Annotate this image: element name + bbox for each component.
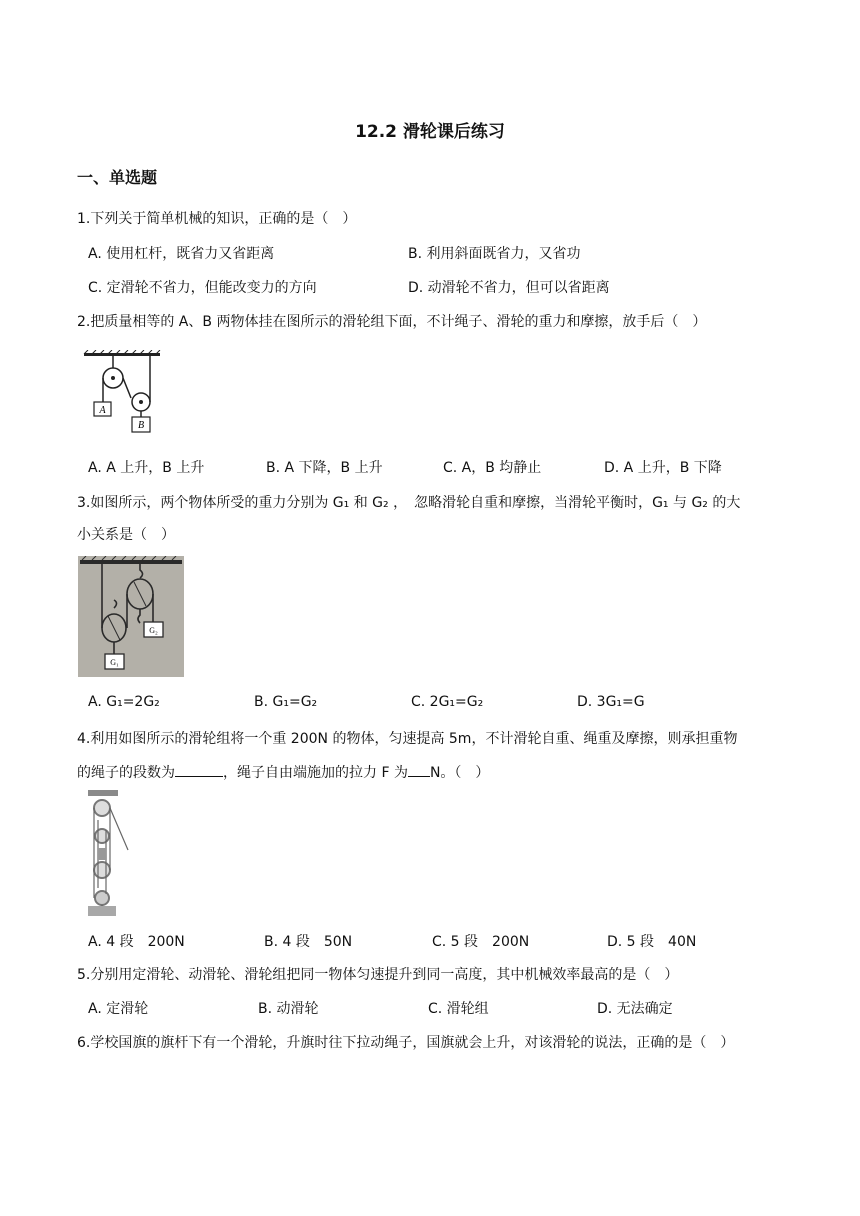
question-4-stem-line-1: 4.利用如图所示的滑轮组将一个重 200N 的物体，匀速提高 5m，不计滑轮自重、绳重及摩擦，则承担重物 <box>77 731 738 747</box>
question-3-option-b: B. G₁=G₂ <box>254 694 318 710</box>
question-1-option-b: B. 利用斜面既省力，又省功 <box>408 246 581 262</box>
question-5-stem: 5.分别用定滑轮、动滑轮、滑轮组把同一物体匀速提升到同一高度，其中机械效率最高的是（ ） <box>77 967 679 983</box>
question-2-option-d: D. A 上升，B 下降 <box>604 460 722 476</box>
box-a-label: A <box>99 405 106 416</box>
question-2-pulley-figure <box>82 350 162 440</box>
question-5-option-b: B. 动滑轮 <box>258 1001 319 1017</box>
question-3-option-a: A. G₁=2G₂ <box>88 694 160 710</box>
question-2-option-a: A. A 上升，B 上升 <box>88 460 205 476</box>
question-3-pulley-figure <box>78 556 184 677</box>
question-3-option-c: C. 2G₁=G₂ <box>411 694 484 710</box>
answer-blank-segments <box>175 764 223 777</box>
question-5-option-a: A. 定滑轮 <box>88 1001 149 1017</box>
box-b-label: B <box>137 420 145 431</box>
question-1-option-c: C. 定滑轮不省力，但能改变力的方向 <box>88 280 317 296</box>
page-title: 12.2 滑轮课后练习 <box>355 122 505 142</box>
question-4-stem-line-2 <box>77 762 489 782</box>
question-1-option-d: D. 动滑轮不省力，但可以省距离 <box>408 280 610 296</box>
question-1-stem: 1.下列关于简单机械的知识，正确的是（ ） <box>77 211 357 227</box>
question-3-option-d: D. 3G₁=G <box>577 694 645 710</box>
box-g1-label: G₁ <box>110 658 119 667</box>
question-4-option-a: A. 4 段 200N <box>88 934 185 950</box>
answer-blank-force <box>408 764 430 777</box>
question-4-pulley-figure <box>84 790 136 916</box>
question-1-option-a: A. 使用杠杆，既省力又省距离 <box>88 246 275 262</box>
question-4-option-c: C. 5 段 200N <box>432 934 530 950</box>
question-3-stem-line-2: 小关系是（ ） <box>77 527 175 543</box>
question-2-option-b: B. A 下降，B 上升 <box>266 460 383 476</box>
section-heading: 一、单选题 <box>77 168 158 187</box>
question-4-option-b: B. 4 段 50N <box>264 934 353 950</box>
question-4-stem-suffix: N。（ ） <box>429 765 490 781</box>
question-2-option-c: C. A，B 均静止 <box>443 460 542 476</box>
box-g2-label: G₂ <box>149 626 158 635</box>
question-4-stem-prefix: 的绳子的段数为 <box>77 765 175 781</box>
question-4-stem-middle: ，绳子自由端施加的拉力 F 为 <box>223 765 408 781</box>
question-3-stem-line-1: 3.如图所示，两个物体所受的重力分别为 G₁ 和 G₂ ， 忽略滑轮自重和摩擦，当滑轮平衡时，G₁ 与 G₂ 的大 <box>77 495 741 511</box>
question-4-option-d: D. 5 段 40N <box>607 934 697 950</box>
question-5-option-d: D. 无法确定 <box>597 1001 673 1017</box>
question-5-option-c: C. 滑轮组 <box>428 1001 489 1017</box>
question-2-stem: 2.把质量相等的 A、B 两物体挂在图所示的滑轮组下面，不计绳子、滑轮的重力和摩擦，放手后（ ） <box>77 314 707 330</box>
question-6-stem: 6.学校国旗的旗杆下有一个滑轮，升旗时往下拉动绳子，国旗就会上升，对该滑轮的说法，正确的是（ ） <box>77 1035 735 1051</box>
